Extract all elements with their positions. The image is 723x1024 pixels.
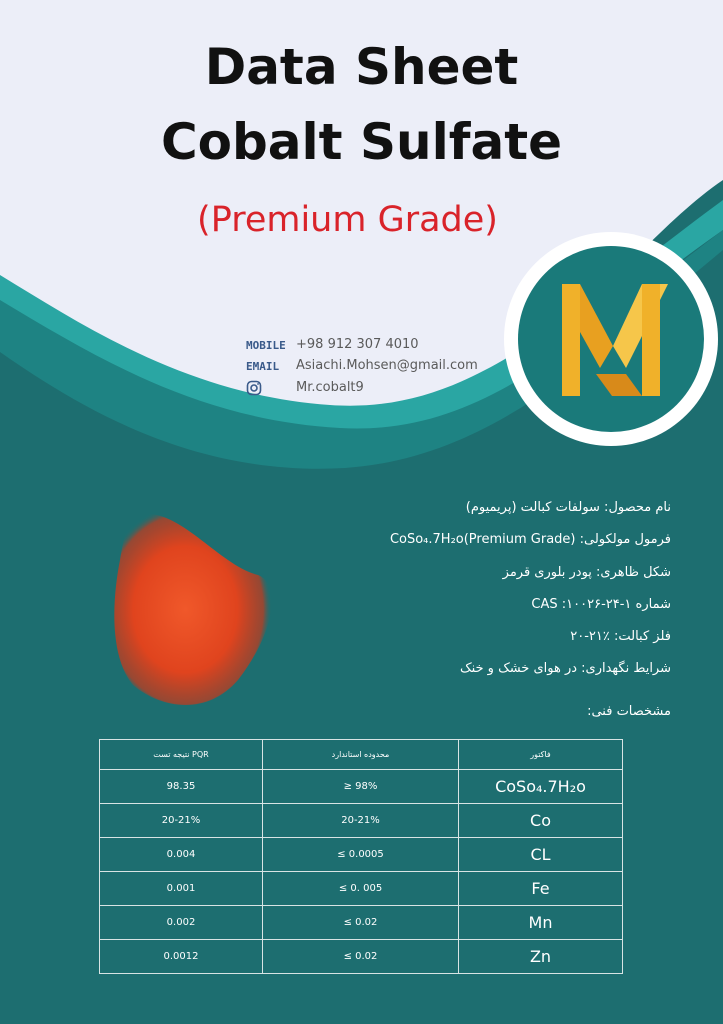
cell-standard: ≤ 0.02 — [263, 906, 459, 940]
table-row — [100, 838, 623, 872]
cell-result: 0.0012 — [100, 940, 263, 974]
cobalt-metal: فلز کبالت: ٪۲۱-۲۰ — [570, 629, 671, 644]
cell-factor: Zn — [459, 940, 623, 974]
instagram-icon — [246, 380, 262, 396]
table-header-row — [100, 740, 623, 770]
cell-result: 0.004 — [100, 838, 263, 872]
m-logo-icon — [518, 246, 704, 432]
cell-factor: CL — [459, 838, 623, 872]
cell-standard: ≤ 0. 005 — [263, 872, 459, 906]
email-label: EMAIL — [246, 360, 280, 373]
table-row — [100, 770, 623, 804]
cobalt-sulfate-powder-image — [108, 505, 278, 715]
technical-specs-table — [99, 739, 623, 974]
cell-factor: CoSo₄.7H₂o — [459, 770, 623, 804]
cell-standard: 20-21% — [263, 804, 459, 838]
table-row — [100, 906, 623, 940]
cell-factor: Fe — [459, 872, 623, 906]
specs-heading: مشخصات فنی: — [587, 704, 671, 719]
storage-conditions: شرایط نگهداری: در هوای خشک و خنک — [459, 661, 671, 676]
mobile-number: +98 912 307 4010 — [296, 337, 419, 352]
table-row — [100, 804, 623, 838]
cell-factor: Mn — [459, 906, 623, 940]
email-address: Asiachi.Mohsen@gmail.com — [296, 358, 478, 373]
title-line1: Data Sheet — [204, 38, 519, 96]
cell-standard: ≤ 0.0005 — [263, 838, 459, 872]
cell-result: 0.002 — [100, 906, 263, 940]
cell-result: 20-21% — [100, 804, 263, 838]
header-factor: فاکتور — [459, 740, 623, 770]
product-name: نام محصول: سولفات کبالت (پریمیوم) — [465, 500, 671, 515]
molecular-formula: فرمول مولکولی: CoSo₄.7H₂o(Premium Grade) — [389, 532, 671, 547]
header-pqr-result: نتیجه تست PQR — [100, 740, 263, 770]
cell-factor: Co — [459, 804, 623, 838]
title-line2: Cobalt Sulfate — [160, 113, 563, 171]
cell-result: 98.35 — [100, 770, 263, 804]
grade-subtitle: (Premium Grade) — [197, 200, 498, 240]
brand-logo — [504, 232, 718, 446]
cell-standard: ≤ 0.02 — [263, 940, 459, 974]
mobile-label: MOBILE — [246, 339, 286, 352]
appearance: شکل ظاهری: پودر بلوری قرمز — [502, 565, 671, 580]
cell-result: 0.001 — [100, 872, 263, 906]
table-row — [100, 940, 623, 974]
cell-standard: ≥ 98% — [263, 770, 459, 804]
cas-number: شماره CAS :۱۰۰۲۶-۲۴-۱ — [531, 597, 671, 612]
header-standard-range: محدوده استاندارد — [263, 740, 459, 770]
instagram-handle: Mr.cobalt9 — [296, 380, 364, 395]
table-row — [100, 872, 623, 906]
